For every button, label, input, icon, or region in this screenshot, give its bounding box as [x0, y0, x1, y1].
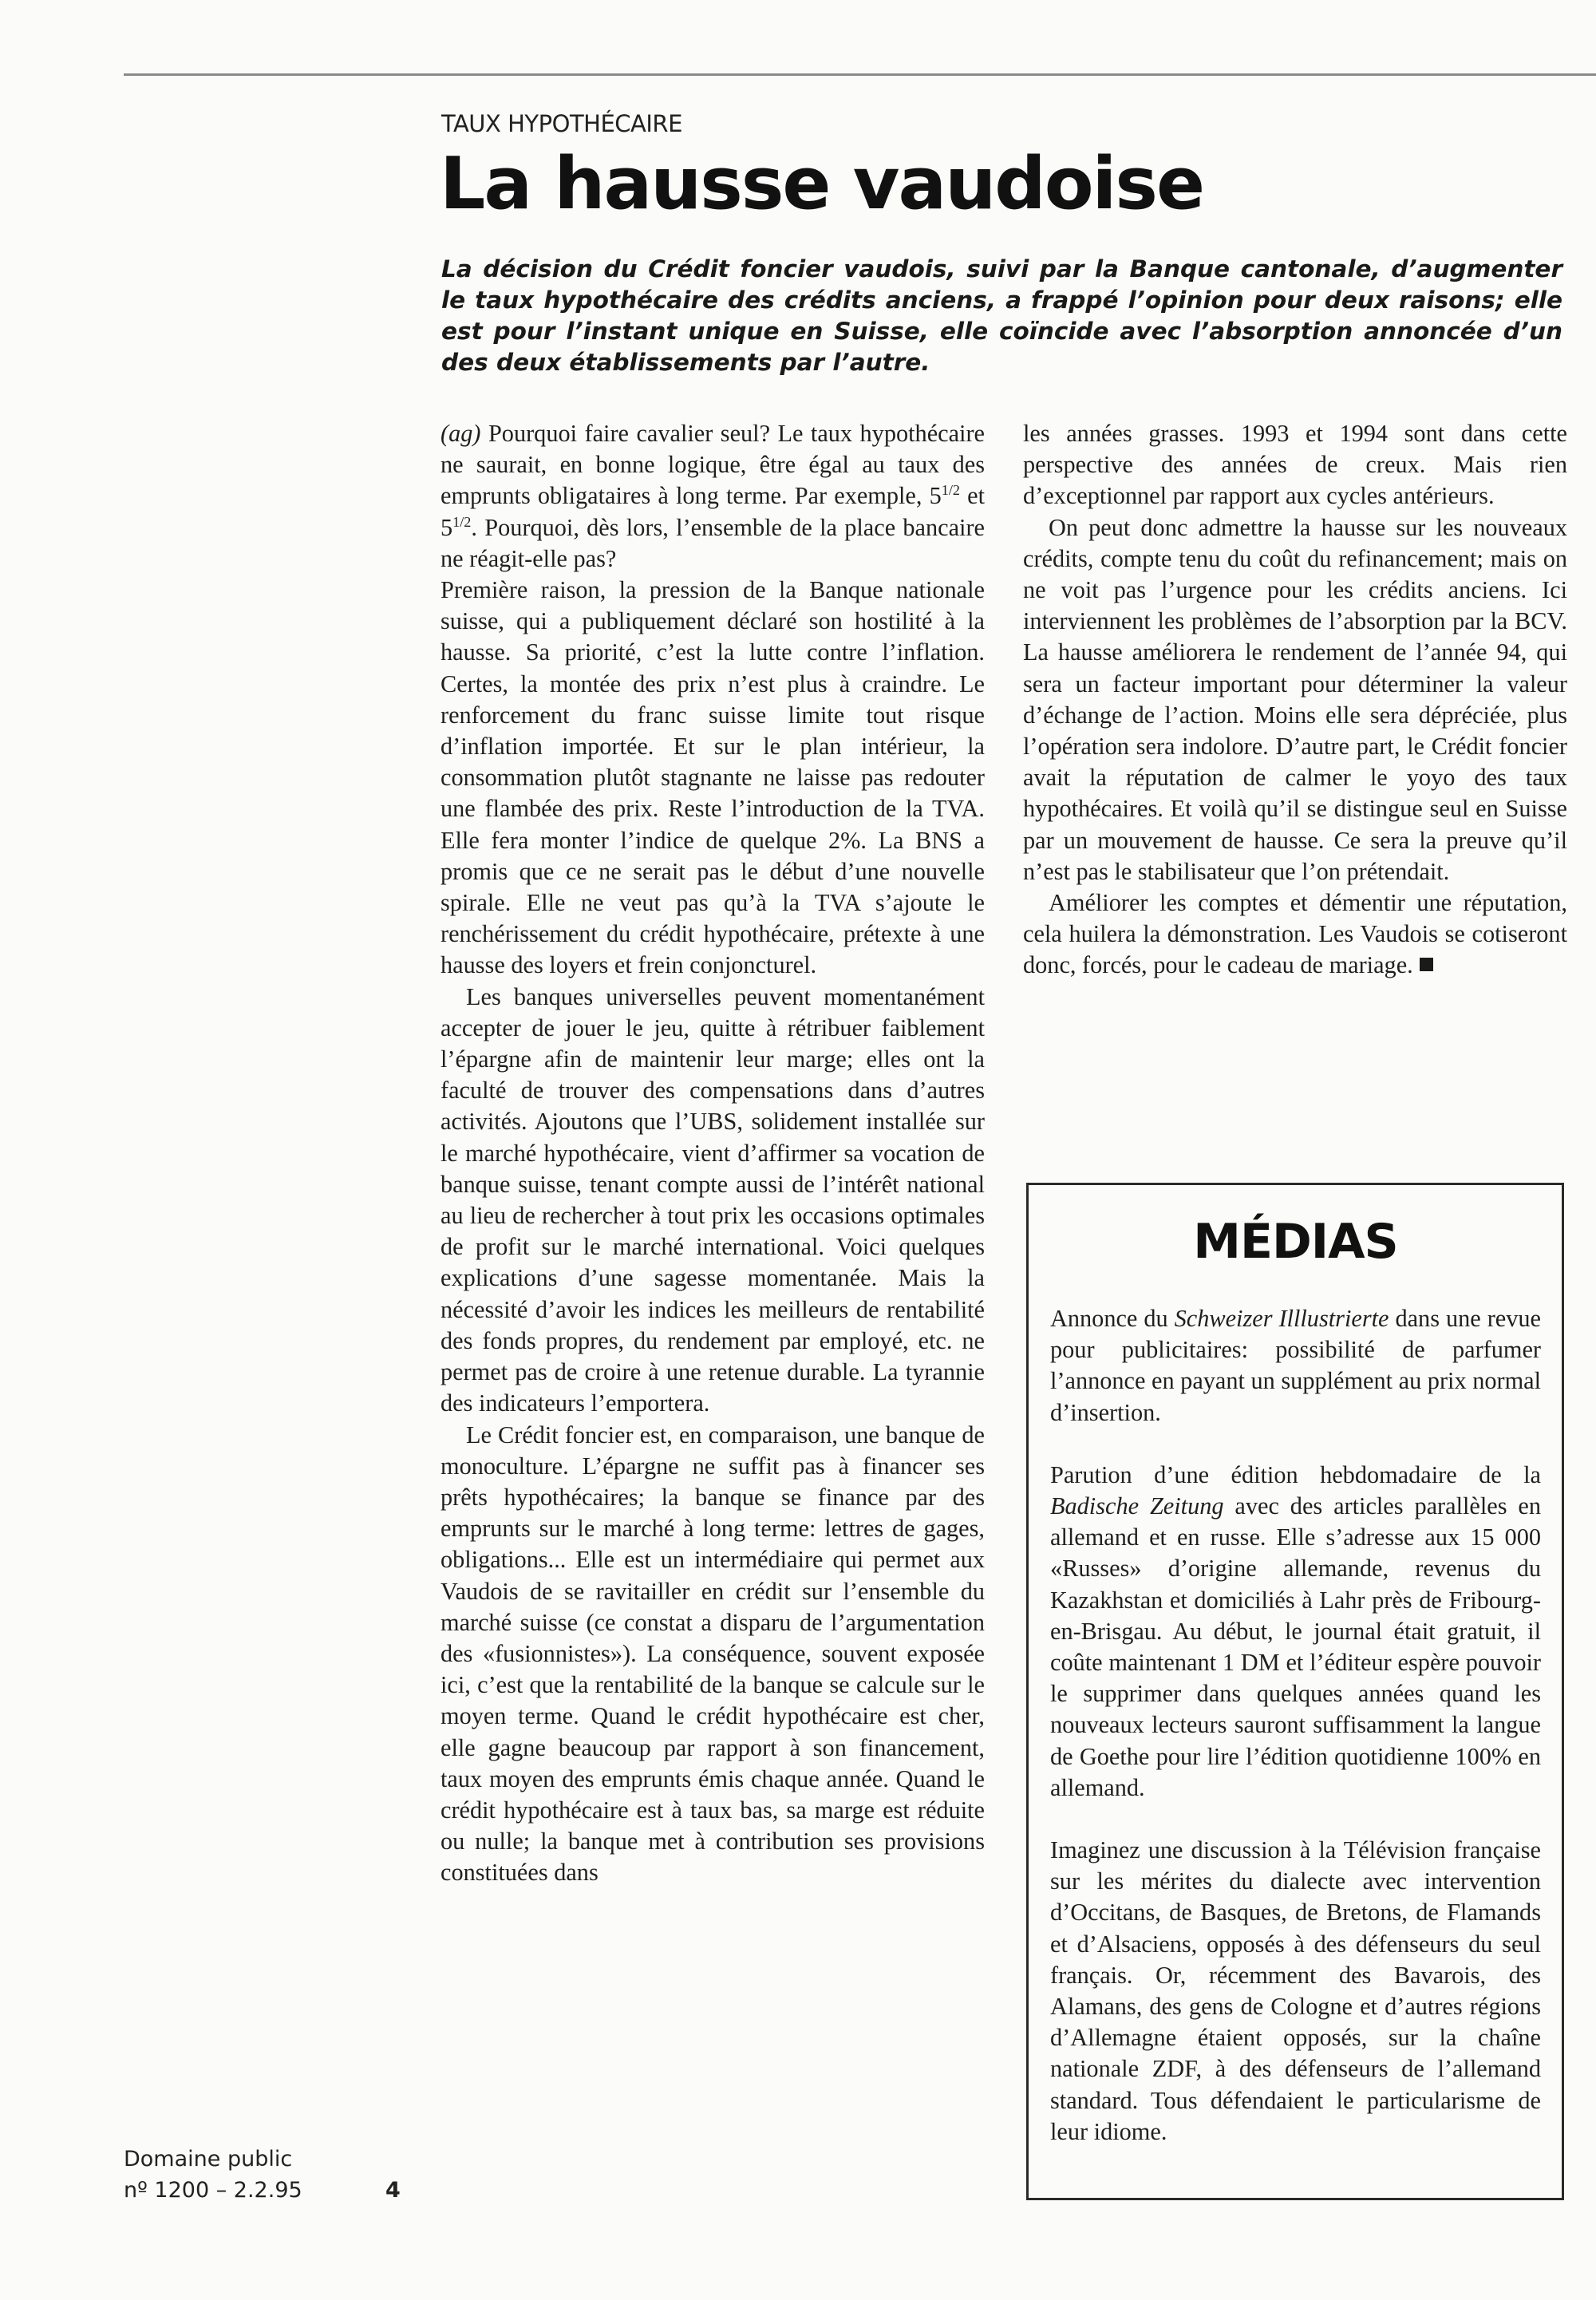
page-number: 4: [385, 2178, 401, 2203]
publication-name: Domaine public: [124, 2147, 293, 2172]
medias-box: [1026, 1183, 1564, 2200]
paragraph-text: avec des articles parallèles en allemand et en russe. Elle s’adresse aux 15 000 «Russes» d’origine allemande, revenus du Kazakhstan et domiciliés à Lahr près de Fribourg-en-Brisgau. Au début, le journal était gratuit, il coûte maintenant 1 DM et l’éditeur espère pouvoir le supprimer dans quelques années quand les nouveaux lecteurs sauront suffisamment la langue de Goethe pour lire l’édition quotidienne 100% en allemand.: [1050, 1492, 1541, 1801]
paragraph-text: Pourquoi faire cavalier seul? Le taux hypothécaire ne saurait, en bonne logique, être égal au taux des emprunts obligataires à long terme. Par exemple, 5: [440, 420, 985, 510]
fraction-superscript: 1/2: [941, 482, 960, 499]
article-lead: La décision du Crédit foncier vaudois, suivi par la Banque cantonale, d’augmenter le taux hypothécaire des crédits anciens, a frappé l’opinion pour deux raisons; elle est pour l’instant unique en Suisse, elle coïncide avec l’absorption annoncée d’un des deux établissements par l’autre.: [441, 255, 1562, 376]
end-of-article-square-icon: [1420, 958, 1433, 971]
article-paragraph: Première raison, la pression de la Banque nationale suisse, qui a publiquement déclaré son hostilité à la hausse. Sa priorité, c’est la lutte contre l’inflation. Certes, la montée des prix n’est plus à craindre. Le renforcement du franc suisse limite tout risque d’inflation importée. Et sur le plan intérieur, la consommation plutôt stagnante ne laisse pas redouter une flambée des prix. Reste l’introduction de la TVA. Elle fera monter l’indice de quelque 2%. La BNS a promis que ce ne serait pas le début d’une nouvelle spirale. Elle ne veut pas qu’à la TVA s’ajoute le renchérissement du crédit hypothécaire, prétexte à une hausse des loyers et frein conjoncturel.: [440, 576, 985, 979]
publication-name: Schweizer Illlustrierte: [1174, 1305, 1389, 1332]
paragraph-text: Parution d’une édition hebdomadaire de la: [1050, 1460, 1541, 1488]
article-paragraph: Le Crédit foncier est, en comparaison, une banque de monoculture. L’épargne ne suffit pas à financer ses prêts hypothécaires; la banque se finance par des emprunts sur le marché à long terme: lettres de gages, obligations... Elle est un intermédiaire qui permet aux Vaudois de se ravitailler en crédit sur l’ensemble du marché suisse (ce constat a disparu de l’argumentation des «fusionnistes»). La conséquence, souvent exposée ici, c’est que la rentabilité de la banque se calcule sur le moyen terme. Quand le crédit hypothécaire est cher, elle gagne beaucoup par rapport à son financement, taux moyen des emprunts émis chaque année. Quand le crédit hypothécaire est à taux bas, sa marge est réduite ou nulle; la banque met à contribution ses provisions constituées dans: [440, 1421, 985, 1887]
paragraph-text: Améliorer les comptes et démentir une réputation, cela huilera la démonstration. Les Vaudois se cotiseront donc, forcés, pour le cadeau de mariage.: [1023, 889, 1567, 979]
medias-item: Imaginez une discussion à la Télévision française sur les mérites du dialecte avec intervention d’Occitans, de Basques, de Bretons, de Flamands et d’Alsaciens, opposés à des défenseurs du seul français. Or, récemment des Bavarois, des Alamans, des gens de Cologne et d’autres régions d’Allemagne étaient opposés, sur la chaîne nationale ZDF, à des défenseurs de l’allemand standard. Tous défendaient le particularisme de leur idiome.: [1050, 1836, 1541, 2145]
article-title: La hausse vaudoise: [440, 142, 1203, 226]
article-paragraph: Les banques universelles peuvent momentanément accepter de jouer le jeu, quitte à rétribuer faiblement l’épargne afin de maintenir leur marge; elles ont la faculté de trouver des compensations dans d’autres activités. Ajoutons que l’UBS, solidement installée sur le marché hypothécaire, vient d’affirmer sa vocation de banque suisse, tenant compte aussi de l’intérêt national au lieu de rechercher à tout prix les occasions optimales de profit sur le marché international. Voici quelques explications d’une sagesse momentanée. Mais la nécessité d’avoir les indices les meilleurs de rentabilité des fonds propres, du rendement par employé, etc. ne permet pas de croire à une retenue durable. La tyrannie des indicateurs l’emportera.: [440, 982, 985, 1417]
article-kicker: TAUX HYPOTHÉCAIRE: [441, 110, 682, 137]
fraction-superscript: 1/2: [452, 513, 472, 530]
paragraph-text: Annonce du: [1050, 1305, 1175, 1332]
article-paragraph: [440, 418, 985, 575]
issue-info: nº 1200 – 2.2.95: [124, 2178, 302, 2203]
medias-item: [1050, 1460, 1541, 1804]
top-rule: [124, 73, 1596, 76]
article-paragraph: [1023, 887, 1567, 982]
medias-item: [1050, 1303, 1541, 1429]
author-initials: (ag): [440, 420, 481, 447]
article-paragraph: les années grasses. 1993 et 1994 sont dans cette perspective des années de creux. Mais rien d’exceptionnel par rapport aux cycles antérieurs.: [1023, 420, 1567, 510]
paragraph-text: dans une revue pour publicitaires: possibilité de parfumer l’annonce en payant un supplément au prix normal d’insertion.: [1050, 1305, 1542, 1426]
article-paragraph: On peut donc admettre la hausse sur les nouveaux crédits, compte tenu du coût du refinancement; mais on ne voit pas l’urgence pour les crédits anciens. Ici interviennent les problèmes de l’absorption par la BCV. La hausse améliorera le rendement de l’année 94, qui sera un facteur important pour déterminer la valeur d’échange de l’action. Moins elle sera dépréciée, plus l’opération sera indolore. D’autre part, le Crédit foncier avait la réputation de calmer le yoyo des taux hypothécaires. Et voilà qu’il se distingue seul en Suisse par un mouvement de hausse. Ce sera la preuve qu’il n’est pas le stabilisateur que l’on prétendait.: [1023, 513, 1567, 885]
paragraph-text: . Pourquoi, dès lors, l’ensemble de la place bancaire ne réagit-elle pas?: [440, 513, 985, 572]
footer-publication: [124, 2144, 302, 2206]
medias-title: MÉDIAS: [1193, 1214, 1398, 1270]
article-column-right: [1023, 418, 1567, 982]
article-column-left: [440, 418, 985, 1889]
publication-name: Badische Zeitung: [1050, 1492, 1224, 1520]
paragraph-text: et 5: [440, 482, 985, 541]
